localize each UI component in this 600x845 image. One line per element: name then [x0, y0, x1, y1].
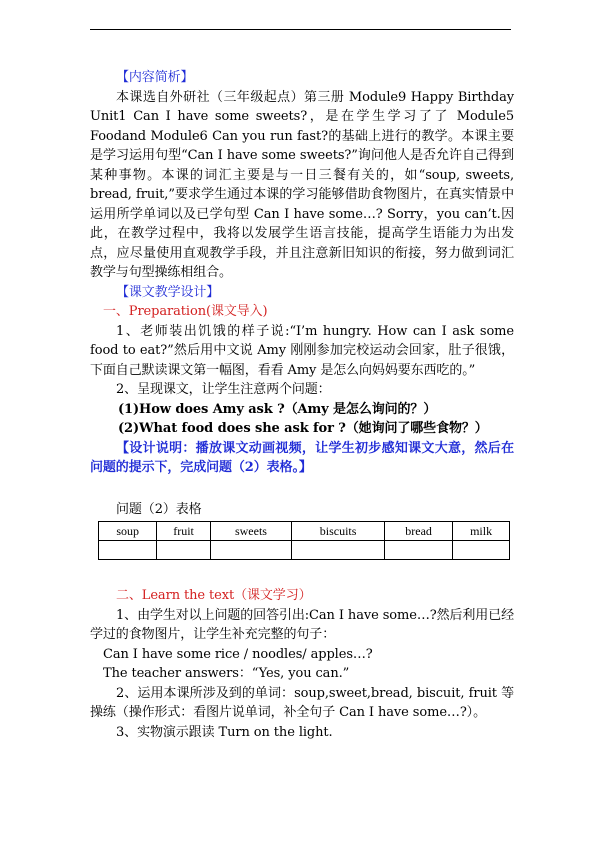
- question-1: (1)How does Amy ask ?（Amy 是怎么询问的？）: [118, 401, 437, 417]
- table-cell: [210, 541, 291, 560]
- table-header-row: [99, 522, 510, 541]
- table-header-cell: milk: [453, 522, 510, 541]
- example-sentence-1: Can I have some rice / noodles/ apples…?: [103, 646, 373, 662]
- design-note: 【设计说明：播放课文动画视频，让学生初步感知课文大意，然后在问题的提示下，完成问题（2）表格。】: [90, 440, 514, 475]
- table-header-cell: soup: [99, 522, 157, 541]
- question-2: (2)What food does she ask for ?（她询问了哪些食物？）: [118, 421, 488, 436]
- part1-item1: 1、老师装出饥饿的样子说:“I’m hungry. How can I ask some food to eat?”然后用中文说 Amy 刚刚参加完校运动会回家，肚子很饿，下面自己默读课文第一幅图，看看 Amy 是怎么向妈妈要东西吃的。”: [90, 323, 514, 378]
- table-header-cell: fruit: [157, 522, 210, 541]
- intro-paragraph: 本课选自外研社（三年级起点）第三册 Module9 Happy Birthday Unit1 Can I have some sweets?，是在学生学习了了 Module5 Foodand Module6 Can you run fast?的基础上进行的教学。本课主要是学习运用句型“Can I have some sweets?”询问他人是否允许自己得到某种事物。本课的词汇主要是与一日三餐有关的，如“soup, sweets, bread, fruit,”要求学生通过本课的学习能够借助食物图片，在真实情景中运用所学单词以及已学句型 Can I have some…? Sorry，you can’t.因此，在教学过程中，我将以发展学生语言技能，提高学生语能力为出发点，应尽量使用直观教学手段，并且注意新旧知识的衔接，努力做到词汇教学与句型操练相组合。: [90, 89, 514, 280]
- table-cell: [99, 541, 157, 560]
- document-page: [90, 68, 514, 742]
- intro-heading: 【内容简析】: [116, 70, 194, 85]
- table-header-cell: sweets: [210, 522, 291, 541]
- food-table: [98, 521, 510, 560]
- part1-title: 一、Preparation(课文导入): [103, 304, 268, 319]
- table-cell: [385, 541, 453, 560]
- table-cell: [292, 541, 385, 560]
- part1-item2: 2、呈现课文，让学生注意两个问题：: [116, 382, 331, 397]
- part2-title: 二、Learn the text（课文学习）: [116, 588, 312, 603]
- table-cell: [157, 541, 210, 560]
- table-caption: 问题（2）表格: [116, 501, 202, 517]
- example-sentence-2: The teacher answers：“Yes, you can.”: [103, 666, 350, 681]
- design-heading: 【课文教学设计】: [116, 284, 220, 300]
- table-cell: [453, 541, 510, 560]
- part2-item2: 2、运用本课所涉及到的单词：soup,sweet,bread, biscuit, fruit 等操练（操作形式：看图片说单词，补全句子 Can I have some…?）。: [90, 685, 514, 720]
- table-header-cell: bread: [385, 522, 453, 541]
- table-header-cell: biscuits: [292, 522, 385, 541]
- part2-item1: 1、由学生对以上问题的回答引出:Can I have some…?然后利用已经学过的食物图片，让学生补充完整的句子：: [90, 607, 515, 642]
- header-rule: [90, 29, 511, 30]
- part2-item3: 3、实物演示跟读 Turn on the light.: [116, 724, 333, 740]
- table-empty-row: [99, 541, 510, 560]
